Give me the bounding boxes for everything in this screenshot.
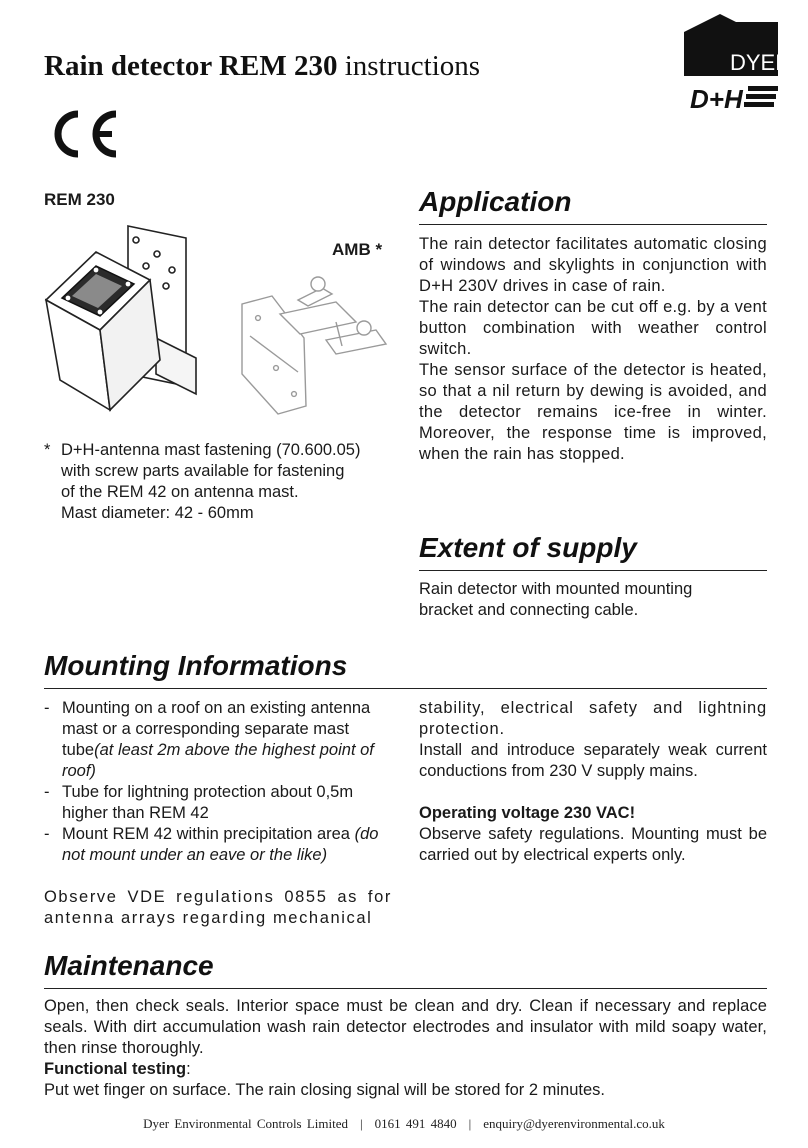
application-rule: [419, 224, 767, 225]
logo-bottom-text: D+H: [690, 84, 743, 114]
mounting-paragraph: Observe safety regulations. Mounting must be carried out by electrical experts only.: [419, 825, 767, 864]
supply-rule: [419, 570, 767, 571]
footer-phone: 0161 491 4840: [374, 1116, 457, 1131]
functional-testing-text: Put wet finger on surface. The rain closing signal will be stored for 2 minutes.: [44, 1081, 605, 1099]
footer-separator: |: [468, 1116, 472, 1131]
maintenance-text: Open, then check seals. Interior space must be clean and dry. Clean if necessary and replace seals. With dirt accumulation wash rain detector electrodes and insulator with mild soapy water, then rinse thoroughly.: [44, 997, 767, 1057]
product-label: REM 230: [44, 190, 115, 209]
list-item: - Mount REM 42 within precipitation area (do not mount under an eave or the like): [44, 825, 379, 864]
logo-top-text: DYER: [730, 50, 792, 75]
antenna-note: [44, 440, 404, 524]
mounting-paragraph: stability, electrical safety and lightning protection.: [419, 699, 767, 738]
vde-text: Observe VDE regulations 0855 as for antenna arrays regarding mechanical: [44, 888, 392, 927]
note-line: of the REM 42 on antenna mast.: [61, 483, 299, 501]
mounting-right-column: [419, 698, 767, 866]
page-title: [44, 50, 480, 83]
application-paragraph: The rain detector can be cut off e.g. by a vent button combination with weather control switch.: [419, 298, 767, 358]
footer-email[interactable]: enquiry@dyerenvironmental.co.uk: [483, 1116, 665, 1131]
maintenance-heading: Maintenance: [44, 950, 214, 981]
title-bold: Rain detector REM 230: [44, 50, 338, 82]
accessory-label: AMB *: [332, 240, 383, 259]
operating-voltage-label: Operating voltage 230 VAC!: [419, 804, 636, 822]
dyer-dh-logo: [682, 12, 792, 114]
application-body: [419, 234, 767, 465]
footer-separator: |: [360, 1116, 363, 1131]
dh-stripes: [744, 86, 778, 107]
title-rest: instructions: [337, 50, 481, 82]
note-line: D+H-antenna mast fastening (70.600.05): [61, 441, 361, 459]
functional-testing-label: Functional testing: [44, 1060, 187, 1078]
note-line: Mast diameter: 42 - 60mm: [61, 504, 254, 522]
mounting-paragraph: Install and introduce separately weak current conductions from 230 V supply mains.: [419, 741, 767, 780]
functional-testing: [44, 1059, 767, 1101]
amb-mast-fastening: [242, 277, 386, 414]
footer-company: Dyer Environmental Controls Limited: [143, 1116, 349, 1131]
application-paragraph: The rain detector facilitates automatic closing of windows and skylights in conjunction with D+H 230V drives in case of rain.: [419, 235, 767, 295]
note-star: *: [44, 441, 51, 459]
note-line: with screw parts available for fastening: [61, 462, 345, 480]
footer: [0, 1116, 808, 1132]
mounting-rule: [44, 688, 767, 689]
mounting-list: [44, 698, 396, 866]
application-paragraph: The sensor surface of the detector is heated, so that a nil return by dewing is avoided, and the detector remains ice-free in winter. Moreover, the response time is improved, when the rain has stopped.: [419, 361, 767, 463]
list-item: - Tube for lightning protection about 0,5m higher than REM 42: [44, 783, 354, 822]
mounting-item-text: Mount REM 42 within precipitation area: [62, 825, 350, 843]
supply-text: Rain detector with mounted mounting bracket and connecting cable.: [419, 580, 693, 619]
mounting-item-italic: (at least 2m above the highest point of roof): [62, 741, 374, 780]
mounting-item-text: Mounting on a roof on an existing antenna mast or a corresponding separate mast tube: [62, 699, 371, 759]
ce-mark-icon: [46, 108, 120, 160]
functional-testing-colon: :: [186, 1060, 191, 1078]
maintenance-rule: [44, 988, 767, 989]
mounting-item-italic: (do not mount under an eave or the like): [62, 825, 379, 864]
mounting-heading: Mounting Informations: [44, 650, 348, 681]
rain-detector-illustration: [36, 218, 396, 424]
application-heading: Application: [419, 186, 572, 217]
mounting-item-text: Tube for lightning protection about 0,5m higher than REM 42: [62, 783, 354, 822]
supply-heading: Extent of supply: [419, 532, 637, 563]
list-item: - Mounting on a roof on an existing antenna mast or a corresponding separate mast tube(at least 2m above the highest point of roof): [44, 699, 374, 780]
